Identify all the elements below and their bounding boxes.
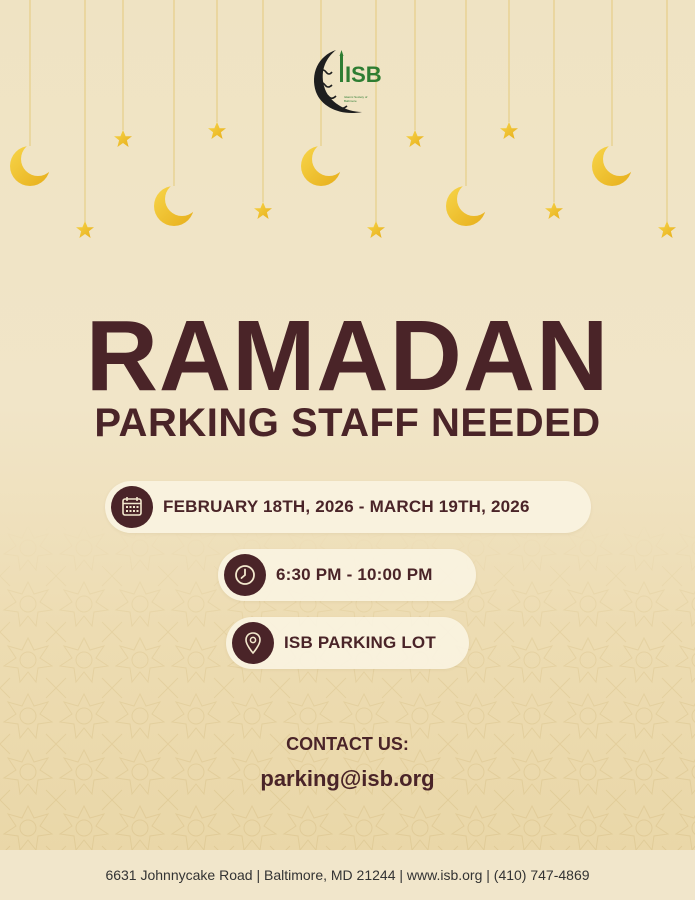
star-icon — [406, 130, 424, 147]
star-icon — [254, 202, 272, 219]
crescent-moon-icon — [154, 186, 194, 226]
crescent-moon-icon — [446, 186, 486, 226]
hanging-ornaments — [0, 0, 695, 250]
location-text: ISB PARKING LOT — [284, 633, 436, 652]
star-icon — [367, 221, 385, 238]
contact-label: CONTACT US: — [286, 734, 409, 754]
contact-email-link[interactable]: parking@isb.org — [260, 766, 435, 791]
footer-address: 6631 Johnnycake Road | Baltimore, MD 21244 | www.isb.org | (410) 747-4869 — [105, 867, 590, 883]
headline-subtitle: PARKING STAFF NEEDED — [94, 401, 601, 445]
star-icon — [545, 202, 563, 219]
dates-text: FEBRUARY 18TH, 2026 - MARCH 19TH, 2026 — [163, 497, 530, 516]
star-icon — [500, 122, 518, 139]
calendar-icon — [111, 486, 153, 528]
crescent-moon-icon — [10, 146, 50, 186]
clock-icon — [224, 554, 266, 596]
isb-logo — [306, 42, 386, 118]
star-icon — [114, 130, 132, 147]
crescent-calligraphy-logo-icon — [306, 42, 386, 118]
crescent-moon-icon — [301, 146, 341, 186]
location-pill — [226, 617, 469, 669]
logo-wordmark: ISB — [345, 62, 382, 87]
dates-pill — [105, 481, 591, 533]
time-text: 6:30 PM - 10:00 PM — [276, 565, 433, 584]
crescent-moon-icon — [592, 146, 632, 186]
logo-subtitle: Islamic Society of Baltimore — [344, 95, 368, 103]
time-pill — [218, 549, 476, 601]
star-icon — [76, 221, 94, 238]
star-icon — [208, 122, 226, 139]
map-pin-icon — [232, 622, 274, 664]
headline-title: RAMADAN — [85, 300, 610, 412]
star-icon — [658, 221, 676, 238]
footer — [0, 850, 695, 900]
